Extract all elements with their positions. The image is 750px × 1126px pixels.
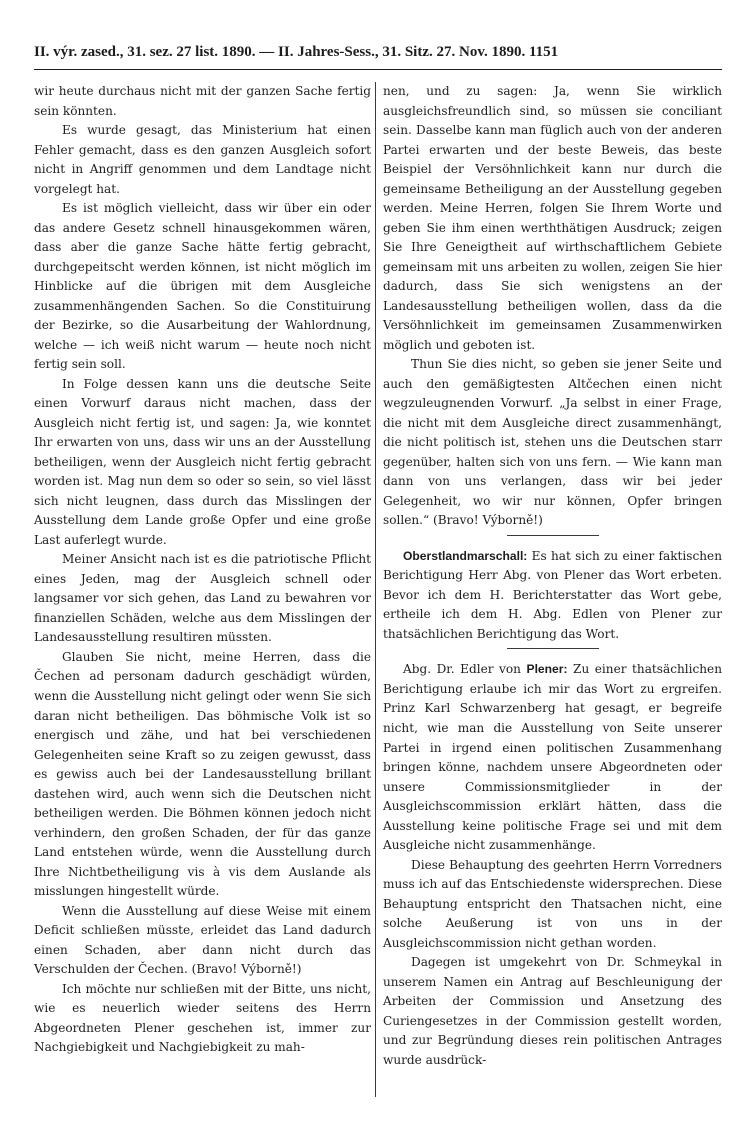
right-paragraph-3: Diese Behauptung des geehrten Herrn Vorredners muss ich auf das Entschiedenste widersprechen. Diese Behauptung entspricht den Thatsachen nicht, eine solche Aeußerung ist von uns in der Ausgleichscommission nicht gethan worden. xyxy=(383,857,722,950)
section-separator xyxy=(507,648,599,649)
left-paragraph-4: In Folge dessen kann uns die deutsche Seite einen Vorwurf daraus nicht machen, dass der Ausgleich nicht fertig ist, und sagen: Ja, wie konntet Ihr erwarten von uns, dass wir uns an der Ausstellung betheiligen, wenn der Ausgleich nicht fertig gebracht worden ist. Mag nun dem so oder so sein, so viel lässt sich nicht leugnen, dass durch das Misslingen der Ausstellung dem Lande große Opfer und eine große Last auferlegt wurde. xyxy=(34,376,371,547)
left-paragraph-8: Ich möchte nur schließen mit der Bitte, uns nicht, wie es neuerlich wieder seitens des Herrn Abgeordneten Plener geschehen ist, immer zur Nachgiebigkeit und Nachgiebigkeit zu mah- xyxy=(34,981,371,1055)
speaker-name-plener: Plener: xyxy=(526,662,568,677)
speech-text-plener: Zu einer thatsächlichen Berichtigung erlaube ich mir das Wort zu ergreifen. Prinz Karl Schwarzenberg hat gesagt, er begreife nicht, wie man die Ausstellung von Seite unserer Partei in irgend einen politischen Zusammenhang bringen könne, nachdem unsere Abgeordneten oder unsere Commissionsmitglieder in der Ausgleichscommission erklärt hätten, dass die Ausstellung keine politische Frage sei und mit dem Ausgleiche nicht zusammenhänge. xyxy=(383,662,723,853)
left-paragraph-5: Meiner Ansicht nach ist es die patriotische Pflicht eines Jeden, mag der Ausgleich schnell oder langsamer vor sich gehen, das Land zu bewahren vor finanziellen Schäden, welche aus dem Misslingen der Landesausstellung resultiren müssten. xyxy=(34,552,371,645)
speaker-title-plener: Abg. Dr. Edler von xyxy=(403,662,527,677)
right-paragraph-1: nen, und zu sagen: Ja, wenn Sie wirklich ausgleichsfreundlich sind, so müssen sie conciliant sein. Dasselbe kann man füglich auch von der anderen Partei erwarten und der beste Beweis, das beste Beispiel der Versöhnlichkeit kann nur durch die gemeinsame Betheiligung an der Ausstellung gegeben werden. Meine Herren, folgen Sie Ihrem Worte und geben Sie ihm einen werththätigen Ausdruck; zeigen Sie Ihre Geneigtheit auf wirthschaftlichem Gebiete gemeinsam mit uns arbeiten zu wollen, zeigen Sie hier dadurch, dass Sie sich wenigstens an der Landesausstellung betheiligen wollen, dass da die Versöhnlichkeit im gemeinsamen Zusammenwirken möglich und geboten ist. xyxy=(383,84,722,352)
left-paragraph-3: Es ist möglich vielleicht, dass wir über ein oder das andere Gesetz schnell hinausgekommen wären, dass aber die ganze Sache hätte fertig gebracht, durchgepeitscht werden können, ist nicht möglich im Hinblicke auf die übrigen mit dem Ausgleiche zusammenhängenden Sachen. So die Constituirung der Bezirke, so die Ausarbeitung der Wahlordnung, welche — ich weiß nicht warum — heute noch nicht fertig sein soll. xyxy=(34,201,371,372)
speaker-name-oberstlandmarschall: Oberstlandmarschall: xyxy=(403,548,528,563)
right-paragraph-4: Dagegen ist umgekehrt von Dr. Schmeykal in unserem Namen ein Antrag auf Beschleunigung der Arbeiten der Commission und Ansetzung des Curiengesetzes in der Commission gestellt worden, und zur Begründung dieses rein politischen Antrages wurde ausdrück- xyxy=(383,955,722,1067)
left-paragraph-1: wir heute durchaus nicht mit der ganzen Sache fertig sein könnten. xyxy=(34,84,371,118)
column-divider xyxy=(375,82,376,1097)
header-rule xyxy=(34,69,722,70)
left-paragraph-7: Wenn die Ausstellung auf diese Weise mit einem Deficit schließen müsste, erleidet das Land dadurch einen Schaden, aber dann nicht durch das Verschulden der Čechen. (Bravo! Výborně!) xyxy=(34,903,371,977)
section-separator xyxy=(507,535,599,536)
left-paragraph-6: Glauben Sie nicht, meine Herren, dass die Čechen ad personam dadurch geschädigt würden, wenn die Ausstellung nicht gelingt oder wenn Sie sich daran nicht betheiligen. Das böhmische Volk ist so energisch und zähe, und hat bei verschiedenen Gelegenheiten seine Kraft so zu zeigen gewusst, dass es gewiss auch bei der Landesausstellung brillant dastehen wird, auch wenn sich die Deutschen nicht betheiligen werden. Die Böhmen können jedoch nicht verhindern, den großen Schaden, der für das ganze Land entstehen würde, wenn die Ausstellung durch Ihre Nichtbetheiligung vis à vis dem Auslande als misslungen hingestellt würde. xyxy=(34,649,371,899)
speech-plener xyxy=(383,660,722,855)
left-paragraph-2: Es wurde gesagt, das Ministerium hat einen Fehler gemacht, dass es den ganzen Ausgleich sofort nicht in Angriff genommen und dem Landtage nicht vorgelegt hat. xyxy=(34,123,371,196)
left-column xyxy=(34,82,371,1058)
right-column xyxy=(383,82,722,1070)
speech-text-oberstlandmarschall: Es hat sich zu einer faktischen Berichtigung Herr Abg. von Plener das Wort erbeten. Bevor ich dem H. Berichterstatter das Wort gebe, ertheile ich dem H. Abg. Edlen von Plener zur thatsächlichen Berichtigung das Wort. xyxy=(383,548,722,641)
page-header: II. výr. zased., 31. sez. 27 list. 1890. — II. Jahres-Sess., 31. Sitz. 27. Nov. 1890. 1151 xyxy=(34,44,559,60)
speech-oberstlandmarschall xyxy=(383,547,722,645)
right-paragraph-2: Thun Sie dies nicht, so geben sie jener Seite und auch den gemäßigtesten Altčechen einen nicht wegzuleugnenden Vorwurf. „Ja selbst in einer Frage, die nicht mit dem Ausgleiche direct zusammenhängt, die nicht politisch ist, stehen uns die Deutschen starr gegenüber, halten sich von uns fern. — Wie kann man dann von uns verlangen, dass wir bei jeder Gelegenheit, wo wir nur können, Opfer bringen sollen.“ (Bravo! Výborně!) xyxy=(383,357,722,528)
